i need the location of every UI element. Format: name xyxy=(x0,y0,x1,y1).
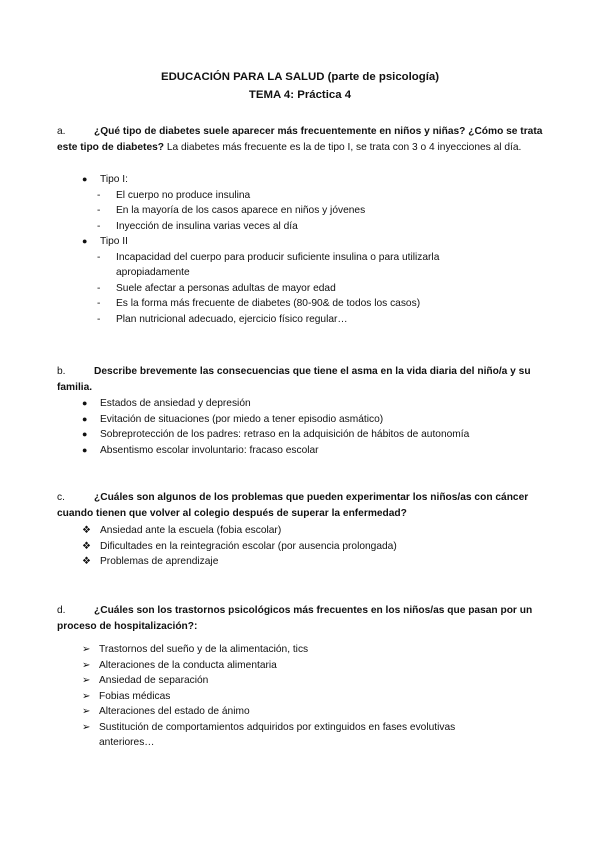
question-text: ¿Cuáles son algunos de los problemas que pueden experimentar los niños/as con cáncer cuando tienen que volver al colegio después de superar la enfermedad? xyxy=(57,492,529,519)
arrow-bullet-icon: ➢ xyxy=(82,721,91,733)
list-item: ➢ Ansiedad de separación xyxy=(82,673,502,689)
list-item: ➢ Alteraciones del estado de ánimo xyxy=(82,704,502,720)
list-item: ➢ Sustitución de comportamientos adquiridos por extinguidos en fases evolutivas anteriores… xyxy=(82,721,456,748)
diamond-bullet-icon: ❖ xyxy=(82,540,92,552)
arrow-bullet-icon: ➢ xyxy=(82,675,91,686)
bullet-dot-icon: ● xyxy=(82,429,88,439)
sub-list xyxy=(97,250,497,328)
question-text: Describe brevemente las consecuencias que tiene el asma en la vida diaria del niño/a y su familia. xyxy=(57,366,531,393)
question-text: ¿Qué tipo de diabetes suele aparecer más frecuentemente en niños y niñas? ¿Cómo se trata este tipo de diabetes? xyxy=(57,126,543,153)
list-item xyxy=(82,172,522,234)
list-item: ❖ Dificultades en la reintegración escolar (por ausencia prolongada) xyxy=(82,539,532,555)
question-letter: a. xyxy=(57,126,66,137)
question-letter: b. xyxy=(57,366,66,377)
bullet-dot-icon: ● xyxy=(82,174,88,184)
list-item: ❖ Ansiedad ante la escuela (fobia escolar) xyxy=(82,523,532,539)
question-letter: d. xyxy=(57,605,66,616)
dash-icon: - xyxy=(97,205,101,216)
question-b xyxy=(57,364,547,395)
arrow-bullet-icon: ➢ xyxy=(82,644,91,655)
dash-icon: - xyxy=(97,282,101,294)
sub-list-item: - Es la forma más frecuente de diabetes (80-90& de todos los casos) xyxy=(97,296,497,312)
list-item: ➢ Trastornos del sueño y de la alimentación, tics xyxy=(82,642,502,658)
cancer-school-problems-list xyxy=(82,523,532,570)
dash-icon: - xyxy=(97,189,101,201)
arrow-bullet-icon: ➢ xyxy=(82,659,91,671)
list-item xyxy=(82,234,522,327)
question-text: ¿Cuáles son los trastornos psicológicos más frecuentes en los niños/as que pasan por un proceso de hospitalización?: xyxy=(57,605,533,632)
sub-list-item: - El cuerpo no produce insulina xyxy=(97,188,522,204)
bullet-dot-icon: ● xyxy=(82,398,88,408)
sub-list-item: - Incapacidad del cuerpo para producir suficiente insulina o para utilizarla apropiadamente xyxy=(97,251,440,278)
list-item: ● Absentismo escolar involuntario: fracaso escolar xyxy=(82,443,532,459)
type-label: Tipo II xyxy=(100,236,128,247)
dash-icon: - xyxy=(97,313,101,325)
diamond-bullet-icon: ❖ xyxy=(82,525,92,536)
arrow-bullet-icon: ➢ xyxy=(82,706,91,717)
sub-list-item: - Inyección de insulina varias veces al día xyxy=(97,219,522,235)
dash-icon: - xyxy=(97,251,101,263)
asthma-consequences-list xyxy=(82,396,532,458)
document-subtitle: TEMA 4: Práctica 4 xyxy=(248,89,352,101)
sub-list xyxy=(97,188,522,235)
bullet-dot-icon: ● xyxy=(82,236,88,246)
answer-text: La diabetes más frecuente es la de tipo I, se trata con 3 o 4 inyecciones al día. xyxy=(164,141,522,153)
question-c xyxy=(57,490,547,521)
list-item: ● Evitación de situaciones (por miedo a tener episodio asmático) xyxy=(82,412,532,428)
list-item: ➢ Alteraciones de la conducta alimentaria xyxy=(82,658,502,674)
sub-list-item: - Plan nutricional adecuado, ejercicio físico regular… xyxy=(97,312,497,328)
question-letter: c. xyxy=(57,492,65,503)
sub-list-item: - En la mayoría de los casos aparece en niños y jóvenes xyxy=(97,203,522,219)
list-item: ● Sobreprotección de los padres: retraso en la adquisición de hábitos de autonomía xyxy=(82,427,532,443)
question-a xyxy=(57,124,547,155)
question-d xyxy=(57,603,547,634)
list-item: ❖ Problemas de aprendizaje xyxy=(82,554,532,570)
type-label: Tipo I: xyxy=(100,174,128,185)
sub-list-item: - Suele afectar a personas adultas de mayor edad xyxy=(97,281,497,297)
bullet-dot-icon: ● xyxy=(82,413,88,424)
arrow-bullet-icon: ➢ xyxy=(82,690,91,702)
dash-icon: - xyxy=(97,298,101,309)
diamond-bullet-icon: ❖ xyxy=(82,556,92,567)
hospitalization-disorders-list xyxy=(82,642,502,751)
document-title: EDUCACIÓN PARA LA SALUD (parte de psicología) xyxy=(160,71,440,83)
dash-icon: - xyxy=(97,220,101,232)
list-item: ➢ Fobias médicas xyxy=(82,689,502,705)
list-item: ● Estados de ansiedad y depresión xyxy=(82,396,532,412)
bullet-dot-icon: ● xyxy=(82,444,88,455)
diabetes-types-list xyxy=(82,172,522,327)
